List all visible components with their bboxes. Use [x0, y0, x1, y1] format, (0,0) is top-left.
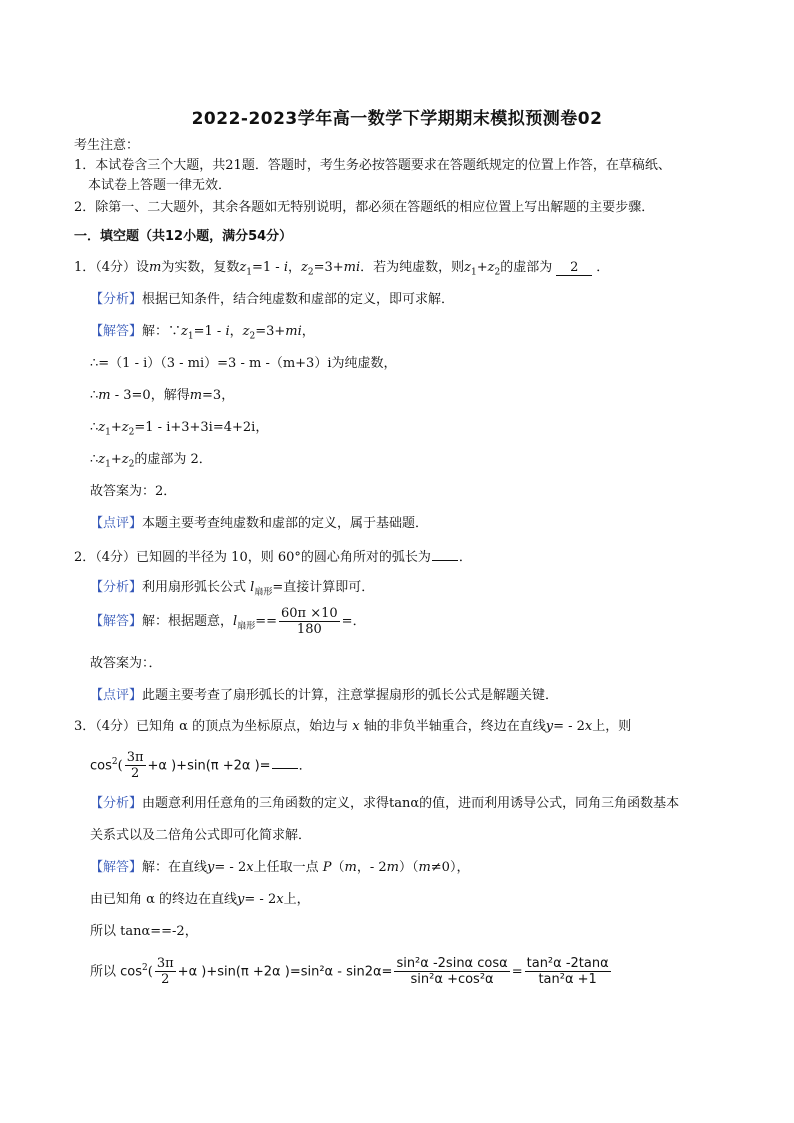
q3-stem-line-2: $\cos^2$( $\frac{3\pi}{2}$ +α )+sin(π +2α )= ． — [90, 750, 312, 782]
q2-answer-blank — [432, 547, 458, 561]
q1-answer-blank: 2 — [556, 260, 592, 276]
q3-solution-line-4: 所以 $\cos^2$( $\frac{3\pi}{2}$ +α )+sin(π +2α )=sin²α - sin2α= $\frac{\text{sin²α -2sinα cosα}}{\text{sin²α +cos²α}}$ = $\frac{\text{tan²α -2tanα}}{\text{tan²α +1}}$ — [90, 956, 609, 988]
q1-solution-line-2: ∴=（1 - i）（3 - mi）=3 - m -（m+3）i为纯虚数， — [90, 356, 397, 371]
q2-fraction: $\frac{60\pi \times 10}{180}$ — [281, 606, 338, 637]
q3-fraction-tan: $\frac{\text{tan²α -2tanα}}{\text{tan²α +1}}$ — [526, 956, 609, 988]
q3-fraction-sin-cos: $\frac{\text{sin²α -2sinα cosα}}{\text{sin²α +cos²α}}$ — [396, 956, 508, 988]
notice-item-2: 2．除第一、二大题外，其余各题如无特别说明，都必须在答题纸的相应位置上写出解题的主要步骤． — [74, 200, 655, 215]
q1-final-answer: 故答案为：2． — [90, 484, 177, 499]
q1-analysis: 【分析】根据已知条件，结合纯虚数和虚部的定义，即可求解． — [90, 292, 455, 307]
q3-solution-line-3: 所以 tanα==-2， — [90, 924, 198, 939]
notice-heading: 考生注意： — [74, 138, 140, 153]
q3-solution-line-1: 【解答】解：在直线y= - 2x上任取一点 P（m，- 2m）（m≠0）， — [90, 860, 470, 875]
q3-fraction-3pi-over-2-b: $\frac{3\pi}{2}$ — [156, 956, 174, 988]
notice-item-1-cont: 本试卷上答题一律无效． — [88, 178, 232, 193]
q3-stem-line-1: 3．（4分）已知角 α 的顶点为坐标原点，始边与 x 轴的非负半轴重合，终边在直线y= - 2x上，则 — [74, 719, 632, 734]
q2-solution: 【解答】解：根据题意，$l_{扇形}==$ $\frac{60\pi \times 10}{180}$ =． — [90, 606, 366, 637]
q3-fraction-3pi-over-2: $\frac{3\pi}{2}$ — [126, 750, 144, 782]
q2-final-answer: 故答案为：． — [90, 656, 162, 671]
q2-comment: 【点评】此题主要考查了扇形弧长的计算，注意掌握扇形的弧长公式是解题关键． — [90, 688, 559, 703]
q1-comment: 【点评】本题主要考查纯虚数和虚部的定义，属于基础题． — [90, 516, 429, 531]
q2-stem: 2．（4分）已知圆的半径为 10，则 60°的圆心角所对的弧长为 ． — [74, 547, 472, 567]
section-heading: 一．填空题（共12小题，满分54分） — [74, 229, 293, 244]
q3-analysis-line-2: 关系式以及二倍角公式即可化简求解． — [90, 828, 312, 843]
q3-answer-blank — [272, 755, 298, 769]
q1-solution-line-4: $\therefore z_1+z_2=1 - i+3+3i=4+2i$， — [90, 420, 269, 438]
q1-stem: 1．（4分）设m为实数，复数$z_1=1 - i$，$z_2=3+mi$．若为纯虚数，则$z_1+z_2$的虚部为 2 ． — [74, 260, 610, 278]
q3-solution-line-2: 由已知角 α 的终边在直线y= - 2x上， — [90, 892, 310, 907]
q1-solution-line-3: ∴m - 3=0，解得m=3， — [90, 388, 235, 403]
q1-solution-line-5: $\therefore z_1+z_2$的虚部为 2． — [90, 452, 212, 470]
q1-solution-line-1: 【解答】解：$\because z_1=1 - i$，$z_2=3+mi$， — [90, 324, 315, 342]
q2-analysis: 【分析】利用扇形弧长公式 $l_{扇形}=$直接计算即可． — [90, 580, 375, 598]
page-title: 2022-2023学年高一数学下学期期末模拟预测卷02 — [191, 109, 603, 129]
q3-analysis-line-1: 【分析】由题意利用任意角的三角函数的定义，求得tanα的值，进而利用诱导公式，同角三角函数基本 — [90, 796, 680, 811]
notice-item-1: 1．本试卷含三个大题，共21题．答题时，考生务必按答题要求在答题纸规定的位置上作答，在草稿纸、 — [74, 158, 671, 173]
